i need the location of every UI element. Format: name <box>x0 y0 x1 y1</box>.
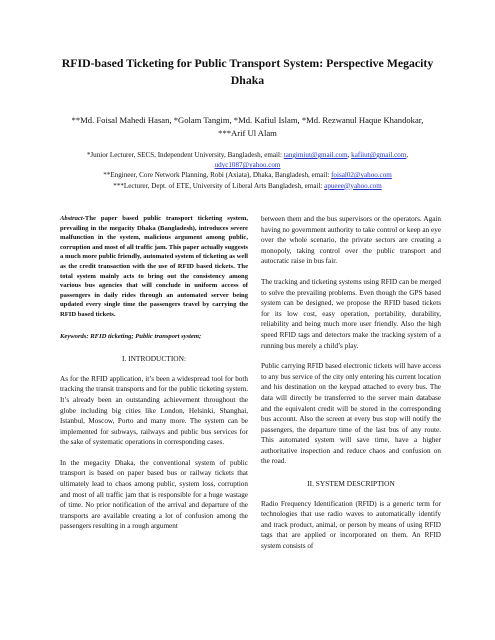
left-column <box>60 214 248 542</box>
email-link-5[interactable]: apueee@yahoo.com <box>324 181 382 190</box>
abstract-lead: Abstract- <box>60 215 85 222</box>
paper-title: RFID-based Ticketing for Public Transport System: Perspective Megacity Dhaka <box>61 56 434 87</box>
email-link-1[interactable]: tangimiut@gmail.com <box>283 151 348 159</box>
paragraph-4: The tracking and ticketing systems using RFID can be merged to solve the prevailing problems. Even though the GPS based system can be designed, we propose the RFID based tickets for its low cost, easy operation, portability, durability, reliability and being much more user friendly. Also the high speed RFID tags and detectors make the tracking system of a running bus merely a child’s play. <box>261 277 441 350</box>
email-link-4[interactable]: foisal02@yahoo.com <box>331 171 392 180</box>
email-link-2[interactable]: kafiiut@gmail.com <box>351 151 407 159</box>
authors-line-1: **Md. Foisal Mahedi Hasan, *Golam Tangim, *Md. Kafiul Islam, *Md. Rezwanul Haque Khandokar, <box>71 115 424 125</box>
section-heading-system-description: II. SYSTEM DESCRIPTION <box>307 479 395 489</box>
authors-line-2: ***Arif Ul Alam <box>218 128 277 138</box>
affiliation-1-cont <box>40 160 455 170</box>
abstract <box>60 214 248 320</box>
affiliation-3 <box>40 181 455 191</box>
right-column <box>261 214 441 562</box>
keywords: Keywords: RFID ticketing; Public transport system; <box>60 332 202 340</box>
paragraph-1: As for the RFID application, it’s been a widespread tool for both tracking the transit transports and for the public ticketing system. It’s already been an outstanding achievement throughout the globe including big cities like London, Helsinki, Shanghai, Istanbul, Moscow, Porto and many more. The system can be implemented for subways, railways and public bus services for the sake of systematic operations in corresponding cases. <box>60 374 248 447</box>
affiliation-3-text: ***Lecturer, Dept. of ETE, University of Liberal Arts Bangladesh, email: <box>113 181 325 190</box>
section-heading-introduction: I. INTRODUCTION: <box>121 354 187 364</box>
affiliation-1 <box>40 150 455 160</box>
paragraph-3: between them and the bus supervisors or the operators. Again having no government authority to take control or keep an eye over the whole scenario, the private sectors are creating a monopoly, taking control over the public transport and autocratic raise in bus fair. <box>261 215 441 266</box>
affiliation-2-text: **Engineer, Core Network Planning, Robi (Axiata), Dhaka, Bangladesh, email: <box>103 171 332 180</box>
paragraph-2: In the megacity Dhaka, the conventional system of public transport is based on paper based bus or railway tickets that ultimately lead to chaos among public, system loss, corruption and most of all traffic jam that is responsible for a huge wastage of time. No prior notification of the arrival and departure of the transports are available creating a lot of confusion among the passengers resulting in a rough argument <box>60 458 248 531</box>
email-link-3[interactable]: udyc1087@yahoo.com <box>214 161 281 170</box>
author-list <box>45 114 450 140</box>
paragraph-5: Public carrying RFID based electronic tickets will have access to any bus service of the city only entering his current location and his destination on the keypad attached to every bus. The data will directly be transferred to the server main database and the equivalent credit will be stored in the corresponding bus account. Also the screen at every bus stop will notify the passengers, the departure time of the last bus of any route. This automated system will save time, have a higher authoritative inspection and reduce chaos and confusion on the road. <box>261 362 441 466</box>
affiliations <box>40 150 455 191</box>
paragraph-6: Radio Frequency Identification (RFID) is a generic term for technologies that use radio waves to automatically identify and track product, animal, or person by means of using RFID tags that are applied or incorporated on them. An RFID system consists of <box>261 499 441 551</box>
abstract-body: The paper based public transport ticketing system, prevailing in the megacity Dhaka (Bangladesh), introduces severe malfunction in the system, malicious argument among public, corruption and most of all traffic jam. This paper actually suggests a much more public friendly, automated system of ticketing as well as the credit transaction with the use of RFID based tickets. The total system mainly acts to bring out the consistency among various bus agencies that will conclude in uniform access of passengers in daily rides through an automated server being updated every single time the passengers travel by carrying the RFID based tickets. <box>60 215 248 318</box>
affiliation-1-text: *Junior Lecturer, SECS, Independent University, Bangladesh, email: <box>86 151 284 159</box>
affiliation-1-comma: , <box>406 151 409 159</box>
affiliation-2 <box>40 170 455 180</box>
affiliation-1-separator: , <box>347 151 352 159</box>
